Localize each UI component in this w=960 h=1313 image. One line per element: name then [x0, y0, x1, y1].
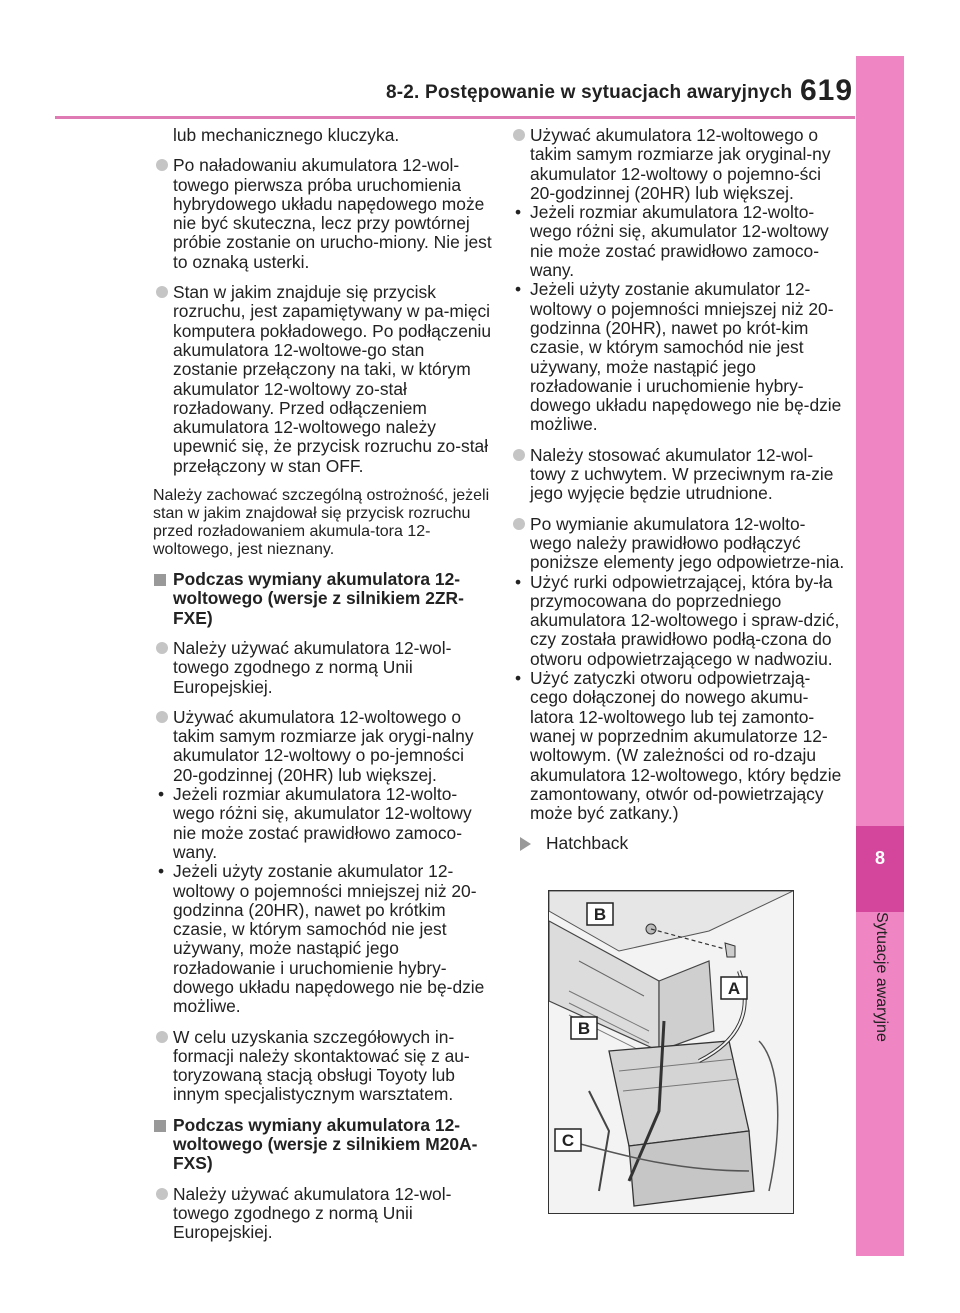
callout-label-b-top: B	[593, 905, 607, 924]
bullet-item	[510, 126, 845, 203]
sub-item	[510, 280, 845, 434]
sub-item	[510, 203, 845, 280]
bullet-text: Po naładowaniu akumulatora 12-wol-towego pierwsza próba uruchomienia hybrydowego układu napędowego może nie być skuteczna, lecz przy powtórnej próbie zostanie on urucho-miony. Nie jest to oznaką usterki.	[173, 155, 492, 272]
sub-item	[510, 669, 845, 823]
battery-illustration-drawing	[549, 891, 793, 1213]
chapter-number: 8	[874, 848, 885, 868]
bullet-text: Używać akumulatora 12-woltowego o takim samym rozmiarze jak orygi-nalny akumulator 12-woltowy o po-jemności 20-godzinnej (20HR) lub większej.	[173, 706, 474, 785]
sub-bullet-marker: •	[158, 861, 165, 882]
paragraph-continuation: lub mechanicznego kluczyka.	[173, 125, 400, 145]
sub-bullet-marker: •	[515, 279, 522, 300]
section-square-icon	[154, 1120, 166, 1132]
sub-item-text: Jeżeli użyty zostanie akumulator 12-woltowy o pojemności mniejszej niż 20-godzinna (20HR), nawet po krót-kim czasie, w którym samochód nie jest używany, może nastąpić jego rozładowanie i uruchomienie hybry-dowego układu napędowego nie bę-dzie możliwe.	[530, 279, 842, 435]
bullet-text: Stan w jakim znajduje się przycisk rozruchu, jest zapamiętywany w pa-mięci komputera pokładowego. Po podłączeniu akumulatora 12-woltowe-go stan zostanie przełączony na taki, w którym akumulator 12-woltowy zo-stał rozładowany. Przed odłączeniem akumulatora 12-woltowego należy upewnić się, że przycisk rozruchu zo-stał przełączony w stan OFF.	[173, 282, 492, 476]
note-paragraph: Należy zachować szczególną ostrożność, jeżeli stan w jakim znajdował się przycisk rozruchu przed rozładowaniem akumula-tora 12-woltowego, jest nieznany.	[153, 487, 490, 559]
sub-item	[510, 573, 845, 669]
header-divider	[55, 116, 855, 119]
section-square-icon	[154, 574, 166, 586]
sub-item	[153, 785, 493, 862]
sub-item-text: Jeżeli rozmiar akumulatora 12-wolto-wego różni się, akumulator 12-woltowy nie może zostać prawidłowo zamoco-wany.	[530, 202, 829, 281]
bullet-text: Należy używać akumulatora 12-wol-towego zgodnego z normą Unii Europejskiej.	[173, 1183, 452, 1243]
bullet-dot-icon	[513, 518, 525, 530]
section-heading-text: Podczas wymiany akumulatora 12-woltowego (wersje z silnikiem M20A-FXS)	[173, 1114, 478, 1174]
bullet-item	[153, 1185, 493, 1243]
sub-bullet-marker: •	[515, 668, 522, 689]
sub-item-text: Jeżeli rozmiar akumulatora 12-wolto-wego różni się, akumulator 12-woltowy nie może zostać prawidłowo zamoco-wany.	[173, 784, 472, 862]
section-header-title: 8-2. Postępowanie w sytuacjach awaryjnych	[386, 82, 793, 103]
sub-list	[510, 573, 845, 824]
bullet-dot-icon	[156, 642, 168, 654]
sub-item-text: Użyć zatyczki otworu odpowietrzają-cego dołączonej do nowego akumu-latora 12-woltowego lub tej zamonto-wanej w poprzednim akumulatorze 12-woltowym. (W zależności od ro-dzaju akumulatora 12-woltowego, który będzie zamontowany, otwór od-powietrzający może być zatkany.)	[530, 668, 842, 824]
bullet-dot-icon	[156, 711, 168, 723]
callout-label-c: C	[561, 1131, 575, 1150]
section-heading	[153, 570, 493, 628]
sub-item	[153, 862, 493, 1016]
sub-bullet-marker: •	[158, 784, 165, 805]
bullet-dot-icon	[513, 449, 525, 461]
right-column	[510, 126, 845, 868]
chapter-title: Sytuacje awaryjne	[873, 912, 890, 1042]
bullet-dot-icon	[156, 1031, 168, 1043]
bullet-item	[153, 708, 493, 785]
sub-list	[153, 785, 493, 1017]
bullet-text: Należy używać akumulatora 12-wol-towego zgodnego z normą Unii Europejskiej.	[173, 637, 452, 697]
bullet-item	[153, 1028, 493, 1105]
battery-illustration	[548, 890, 794, 1214]
sub-bullet-marker: •	[515, 571, 522, 592]
bullet-text: Po wymianie akumulatora 12-wolto-wego należy prawidłowo podłączyć poniższe elementy jego odpowietrze-nia.	[530, 513, 845, 573]
variant-heading	[510, 834, 845, 853]
bullet-dot-icon	[156, 286, 168, 298]
chapter-number-tab[interactable]	[856, 826, 904, 912]
bullet-item	[153, 156, 493, 272]
bullet-dot-icon	[156, 159, 168, 171]
bullet-text: Używać akumulatora 12-woltowego o takim samym rozmiarze jak oryginal-ny akumulator 12-woltowy o pojemno-ści 20-godzinnej (20HR) lub większej.	[530, 125, 831, 203]
sub-item-text: Jeżeli użyty zostanie akumulator 12-woltowy o pojemności mniejszej niż 20-godzinna (20HR), nawet po krótkim czasie, w którym samochód nie jest używany, może nastąpić jego rozładowanie i uruchomienie hybry-dowego układu napędowego nie bę-dzie możliwe.	[173, 861, 485, 1017]
bullet-item	[153, 283, 493, 476]
section-heading	[153, 1116, 493, 1174]
page-number: 619	[800, 74, 854, 107]
bullet-dot-icon	[513, 129, 525, 141]
sub-list	[510, 203, 845, 435]
callout-label-b-bottom: B	[577, 1019, 591, 1038]
bullet-item	[510, 515, 845, 573]
section-heading-text: Podczas wymiany akumulatora 12-woltowego (wersje z silnikiem 2ZR-FXE)	[173, 569, 464, 628]
arrow-right-icon	[520, 837, 531, 851]
variant-label: Hatchback	[546, 833, 629, 854]
bullet-text: W celu uzyskania szczegółowych in-formacji należy skontaktować się z au-toryzowaną stacją obsługi Toyoty lub innym specjalistycznym warsztatem.	[173, 1026, 470, 1105]
bullet-item	[153, 639, 493, 697]
bullet-item	[510, 446, 845, 504]
sub-bullet-marker: •	[515, 202, 522, 223]
sub-item-text: Użyć rurki odpowietrzającej, która by-ła przymocowana do poprzedniego akumulatora 12-woltowego i spraw-dzić, czy została prawidłowo podłą-czona do otworu odpowietrzającego w nadwoziu.	[530, 571, 840, 669]
bullet-dot-icon	[156, 1188, 168, 1200]
bullet-text: Należy stosować akumulator 12-wol-towy z uchwytem. W przeciwnym ra-zie jego wyjęcie będzie utrudnione.	[530, 444, 834, 504]
left-column	[153, 126, 493, 1254]
callout-label-a: A	[727, 979, 741, 998]
